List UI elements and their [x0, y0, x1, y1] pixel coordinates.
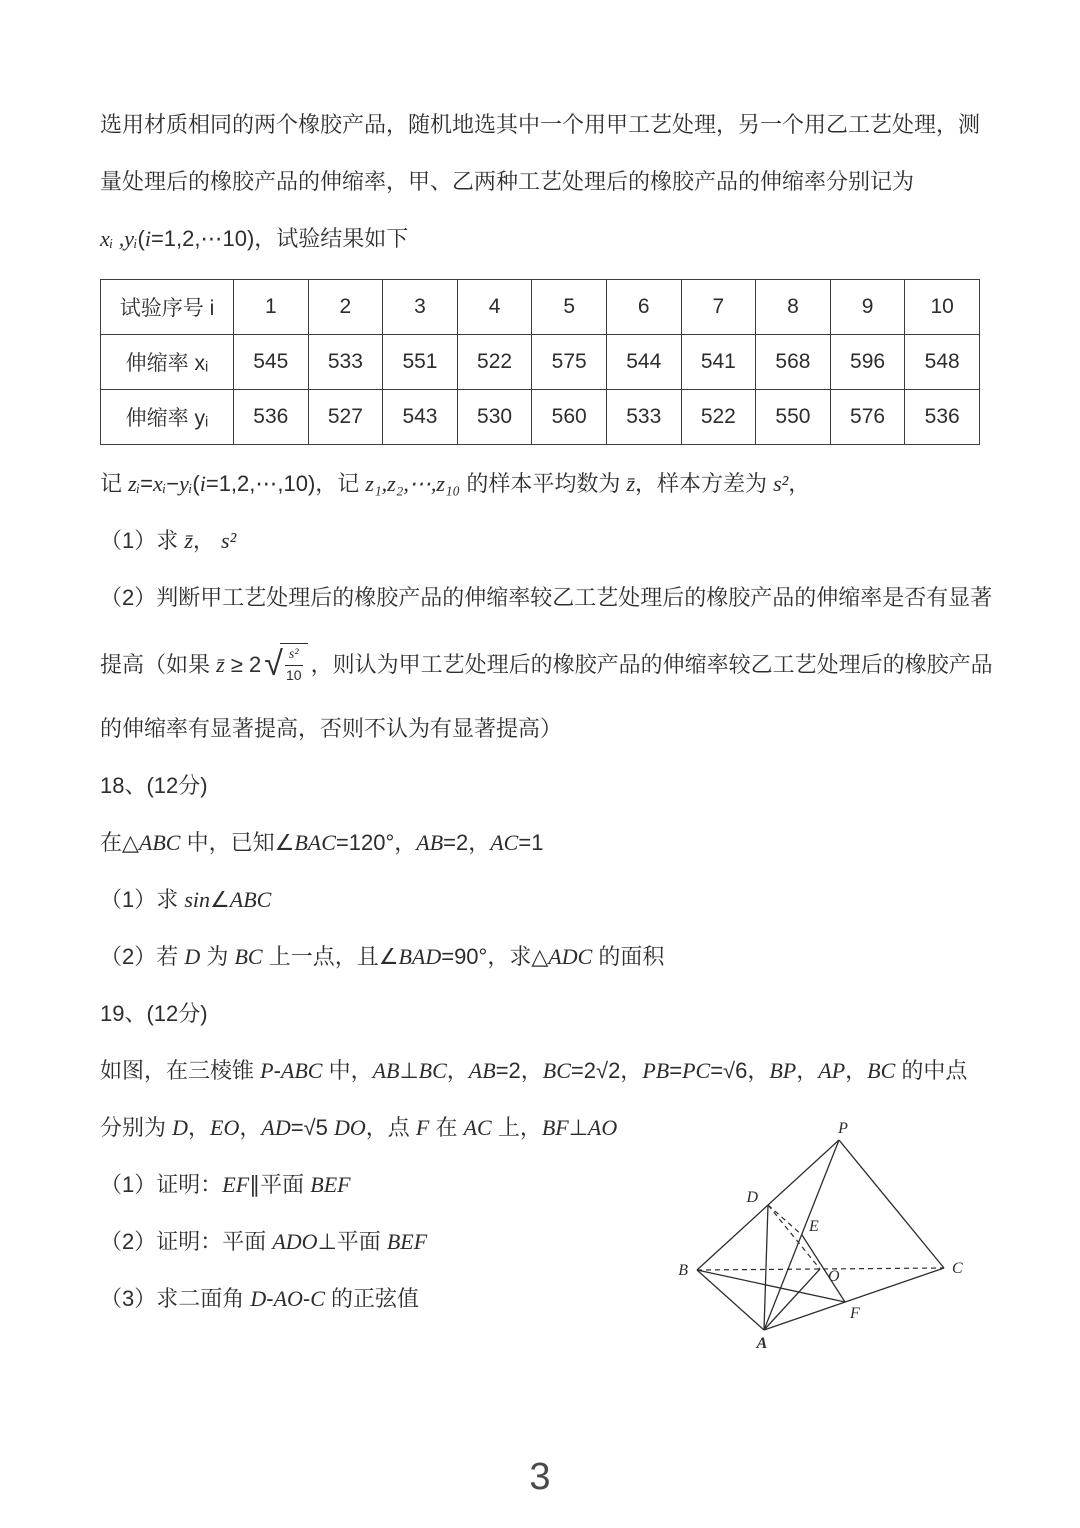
math-run: AB	[468, 1058, 496, 1083]
table-row	[101, 335, 980, 390]
data-cell: 2	[308, 280, 383, 335]
text-run: =2√2，	[570, 1058, 643, 1083]
text-run: ，点	[365, 1115, 416, 1140]
text-run: =1,2,⋯,10)，记	[205, 471, 366, 496]
radicand-fraction	[280, 643, 308, 682]
figure-label-f: F	[850, 1305, 860, 1322]
formula-suffix	[311, 648, 993, 679]
math-run: AD	[261, 1115, 291, 1140]
text-run: -	[273, 1058, 281, 1083]
text-run: （2）判断甲工艺处理后的橡胶产品的伸缩率较乙工艺处理后的橡胶产品的伸缩率是否有显著	[100, 585, 993, 610]
math-run: EF	[222, 1172, 250, 1197]
text-run: 中，已知∠	[180, 830, 295, 855]
text-run: 在	[429, 1115, 464, 1140]
text-run: 18、(12分)	[100, 773, 208, 798]
math-run: AB	[372, 1058, 400, 1083]
row-header-cell: 伸缩率 yᵢ	[101, 390, 234, 445]
text-run: -	[266, 1286, 274, 1311]
math-run: F	[415, 1115, 430, 1140]
math-run: ADC	[548, 944, 593, 969]
data-cell: 9	[830, 280, 905, 335]
text-run: ，	[845, 1058, 868, 1083]
text-run: 上，	[491, 1115, 542, 1140]
data-cell: 536	[905, 390, 980, 445]
fraction-numerator: s²	[285, 647, 303, 665]
text-run: =1	[518, 830, 544, 855]
text-run: =1,2,⋯10)，试验结果如下	[150, 226, 409, 251]
math-run: yᵢ	[179, 471, 193, 496]
data-cell: 522	[457, 335, 532, 390]
math-run: EO	[210, 1115, 240, 1140]
table-row	[101, 390, 980, 445]
math-run: PC	[682, 1058, 711, 1083]
p17-z-definition-line	[100, 455, 980, 512]
p19-heading	[100, 985, 980, 1042]
text-run: 的伸缩率有显著提高，否则不认为有显著提高）	[100, 716, 563, 741]
text-run: 记	[100, 471, 129, 496]
figure-label-c: C	[952, 1260, 963, 1277]
p18-statement	[100, 814, 980, 871]
page-number: 3	[529, 1456, 551, 1498]
math-run: AC	[490, 830, 519, 855]
data-cell: 576	[830, 390, 905, 445]
text-run: ⊥平面	[317, 1229, 387, 1254]
formula-prefix	[100, 648, 261, 679]
text-run: −	[166, 471, 180, 496]
math-run: xᵢ	[153, 471, 167, 496]
text-run: =120°，	[335, 830, 417, 855]
radical-sign: √	[264, 645, 283, 683]
text-run: =2，	[443, 830, 491, 855]
figure-dashed-edges	[697, 1205, 944, 1270]
text-run: ，	[788, 471, 811, 496]
data-cell: 3	[383, 280, 458, 335]
text-run: （1）求	[100, 887, 185, 912]
math-run: BAC	[294, 830, 336, 855]
math-run: BP	[769, 1058, 797, 1083]
figure-label-e: E	[809, 1218, 819, 1235]
math-run: PB	[642, 1058, 670, 1083]
math-run: xᵢ ,yᵢ	[100, 226, 138, 251]
text-run: 的正弦值	[324, 1286, 420, 1311]
p17-intro-line-1	[100, 96, 980, 153]
math-run: z̄	[216, 651, 225, 677]
text-run: =	[669, 1058, 683, 1083]
text-run: (	[137, 226, 145, 251]
text-run: ，	[188, 1115, 211, 1140]
data-cell: 596	[830, 335, 905, 390]
math-run: P	[260, 1058, 274, 1083]
math-run: AB	[416, 830, 444, 855]
fraction-denominator: 10	[285, 666, 302, 683]
data-cell: 4	[457, 280, 532, 335]
figure-label-d: D	[746, 1189, 758, 1206]
data-cell: 530	[457, 390, 532, 445]
math-run: i	[199, 471, 206, 496]
data-cell: 536	[234, 390, 309, 445]
math-run: ABC	[138, 830, 181, 855]
data-cell: 522	[681, 390, 756, 445]
math-run: s²	[773, 471, 789, 496]
text-run: =√5	[290, 1115, 334, 1140]
figure-label-o: O	[828, 1268, 840, 1285]
experiment-data-table	[100, 279, 980, 445]
text-run: =	[140, 471, 154, 496]
p17-question-2-line-3	[100, 700, 980, 757]
text-run: ，	[446, 1058, 469, 1083]
data-cell: 543	[383, 390, 458, 445]
text-run: 选用材质相同的两个橡胶产品，随机地选其中一个用甲工艺处理，另一个用乙工艺处理，测	[100, 112, 981, 137]
text-run: ，	[796, 1058, 819, 1083]
math-run: BAD	[398, 944, 442, 969]
text-run: 的面积	[592, 944, 665, 969]
math-run: i	[144, 226, 151, 251]
data-cell: 548	[905, 335, 980, 390]
text-run: ，	[239, 1115, 262, 1140]
text-run: ≥ 2	[224, 651, 262, 677]
row-header-cell: 伸缩率 xᵢ	[101, 335, 234, 390]
data-cell: 575	[532, 335, 607, 390]
math-run: z₁,z₂,⋯,z₁₀	[365, 471, 461, 496]
data-cell: 8	[756, 280, 831, 335]
math-run: D	[184, 944, 201, 969]
tetrahedron-figure	[652, 1118, 1002, 1358]
math-run: BC	[542, 1058, 571, 1083]
text-run: ⊥	[568, 1115, 588, 1140]
data-cell: 533	[308, 335, 383, 390]
data-cell: 1	[234, 280, 309, 335]
text-run: =2，	[495, 1058, 543, 1083]
text-run: 为	[200, 944, 235, 969]
p17-question-2-formula-line	[100, 626, 993, 700]
math-run: AC	[463, 1115, 492, 1140]
p17-question-1	[100, 512, 980, 569]
math-run: ABC	[280, 1058, 323, 1083]
table-row	[101, 280, 980, 335]
text-run: ，样本方差为	[635, 471, 774, 496]
p17-intro-line-2	[100, 153, 980, 210]
data-cell: 550	[756, 390, 831, 445]
data-cell: 5	[532, 280, 607, 335]
math-run: ABC	[229, 887, 272, 912]
data-cell: 560	[532, 390, 607, 445]
math-run: z̄	[626, 471, 635, 496]
text-run: 的样本平均数为	[460, 471, 627, 496]
row-header-cell: 试验序号 i	[101, 280, 234, 335]
math-run: BC	[234, 944, 263, 969]
text-run: 上一点，且∠	[262, 944, 399, 969]
text-run: （1）求	[100, 528, 185, 553]
text-run: 量处理后的橡胶产品的伸缩率，甲、乙两种工艺处理后的橡胶产品的伸缩率分别记为	[100, 169, 915, 194]
math-run: DO	[333, 1115, 366, 1140]
text-run: （1）证明：	[100, 1172, 223, 1197]
tetrahedron-svg	[652, 1118, 1002, 1358]
text-run: （3）求二面角	[100, 1286, 251, 1311]
math-run: BEF	[310, 1172, 351, 1197]
text-run: 分别为	[100, 1115, 173, 1140]
math-run: ADO	[272, 1229, 318, 1254]
data-cell: 541	[681, 335, 756, 390]
text-run: ⊥	[399, 1058, 419, 1083]
text-run: 如图，在三棱锥	[100, 1058, 261, 1083]
data-cell: 545	[234, 335, 309, 390]
text-run: （2）若	[100, 944, 185, 969]
text-run: 提高（如果	[100, 651, 217, 677]
data-cell: 568	[756, 335, 831, 390]
math-run: AO	[587, 1115, 618, 1140]
p18-question-1	[100, 871, 980, 928]
math-run: AP	[818, 1058, 846, 1083]
text-run: =√6，	[710, 1058, 770, 1083]
math-run: BC	[418, 1058, 447, 1083]
math-run: C	[310, 1286, 325, 1311]
figure-solid-edges	[697, 1140, 944, 1330]
p19-statement-line-1	[100, 1042, 980, 1099]
experiment-table-body	[101, 280, 980, 445]
math-run: sin	[184, 887, 211, 912]
text-run: -	[302, 1286, 311, 1311]
text-run: =90°，求△	[441, 944, 549, 969]
math-run: D	[250, 1286, 267, 1311]
data-cell: 6	[606, 280, 681, 335]
data-cell: 544	[606, 335, 681, 390]
math-run: D	[172, 1115, 189, 1140]
data-cell: 527	[308, 390, 383, 445]
p17-intro-line-3	[100, 210, 980, 267]
text-run: 的中点	[895, 1058, 968, 1083]
math-run: BF	[541, 1115, 569, 1140]
data-cell: 7	[681, 280, 756, 335]
figure-labels	[678, 1120, 963, 1352]
p18-heading	[100, 757, 980, 814]
math-run: zᵢ	[128, 471, 141, 496]
figure-label-b: B	[678, 1262, 688, 1279]
math-run: s²	[221, 528, 237, 553]
text-run: ∥平面	[249, 1172, 311, 1197]
math-run: BC	[867, 1058, 896, 1083]
text-run: （2）证明：平面	[100, 1229, 273, 1254]
text-run: 中，	[322, 1058, 373, 1083]
math-run: AO	[273, 1286, 303, 1311]
text-run: ，	[192, 528, 222, 553]
text-run: (	[192, 471, 200, 496]
math-run: BEF	[386, 1229, 428, 1254]
figure-label-p: P	[838, 1120, 848, 1137]
text-run: ，则认为甲工艺处理后的橡胶产品的伸缩率较乙工艺处理后的橡胶产品	[310, 651, 993, 677]
text-run: 在△	[100, 830, 139, 855]
text-run: ∠	[210, 887, 230, 912]
math-run: z̄	[184, 528, 193, 553]
radical-expression	[264, 643, 307, 682]
data-cell: 10	[905, 280, 980, 335]
data-cell: 551	[383, 335, 458, 390]
text-run: 19、(12分)	[100, 1001, 208, 1026]
p17-question-2-line-1	[100, 569, 993, 626]
p18-question-2	[100, 928, 980, 985]
data-cell: 533	[606, 390, 681, 445]
figure-label-a: A	[756, 1335, 768, 1352]
